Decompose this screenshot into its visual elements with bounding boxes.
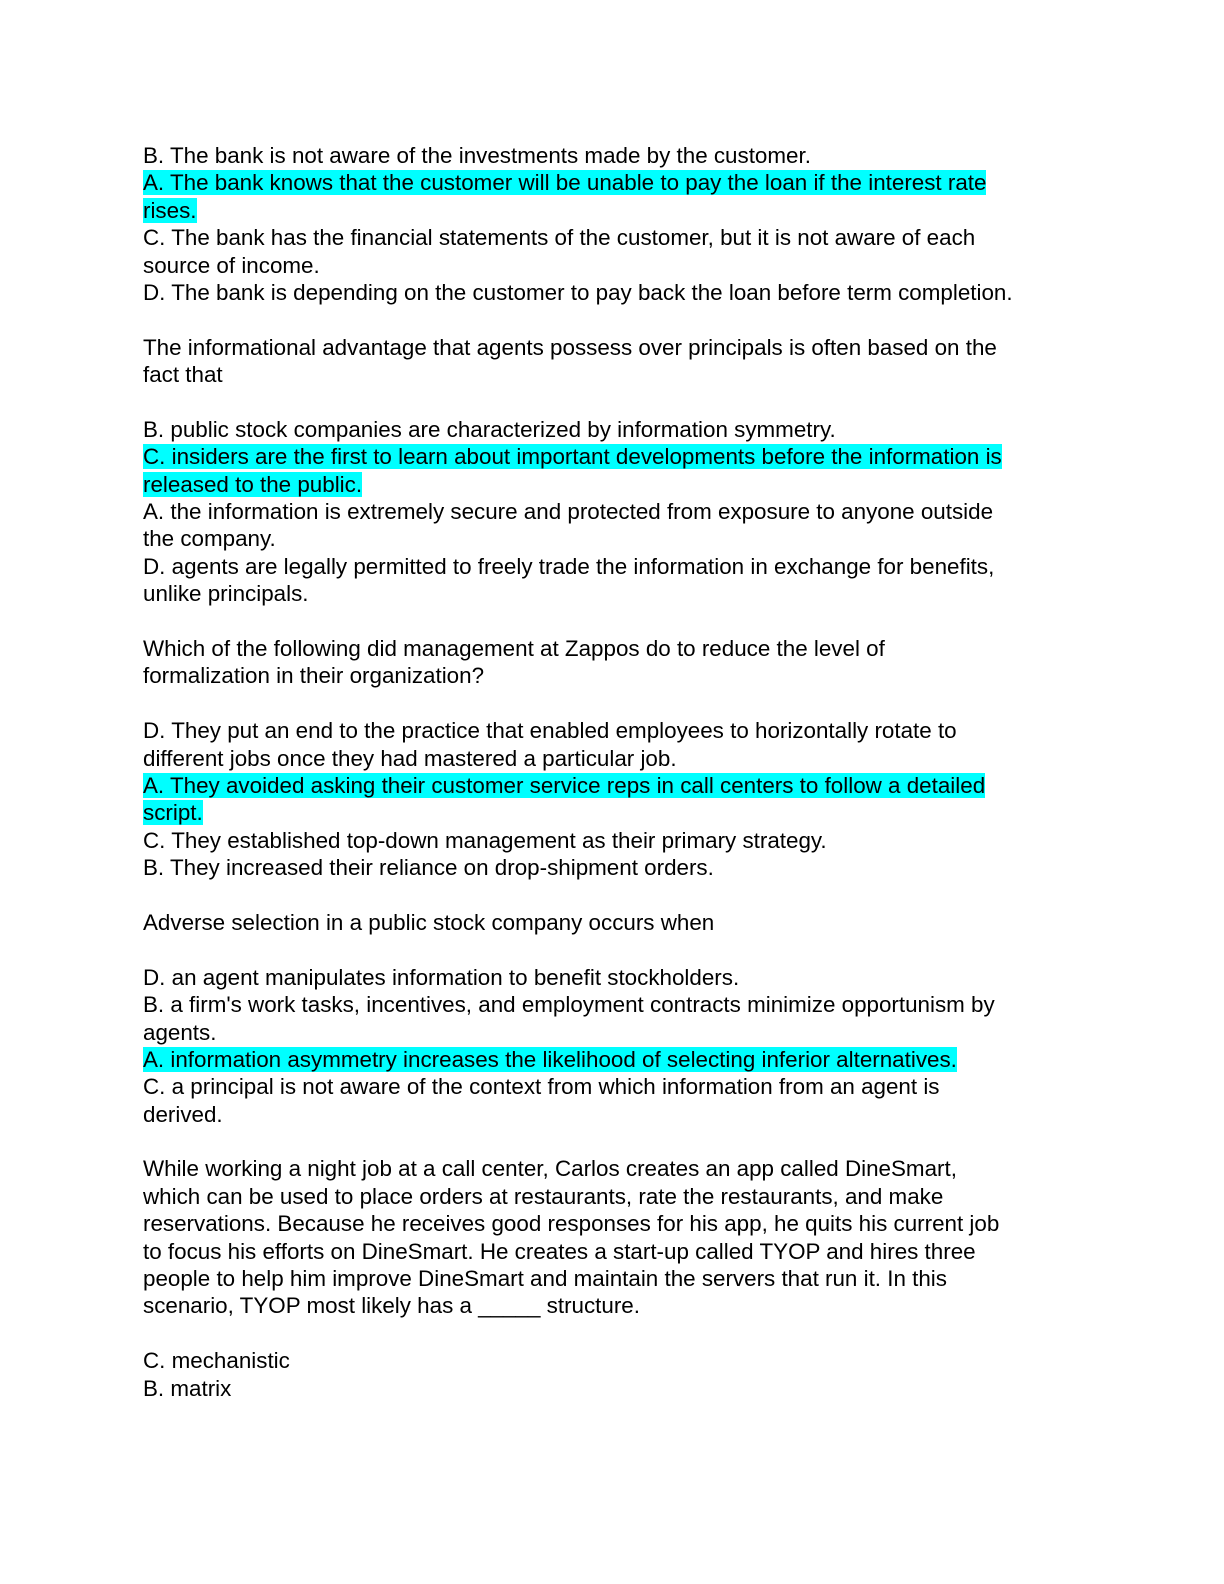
option-line: C. The bank has the financial statements of the customer, but it is not aware of each — [143, 225, 976, 251]
question-line: Adverse selection in a public stock company occurs when — [143, 909, 715, 935]
option-line: B. The bank is not aware of the investments made by the customer. — [143, 143, 811, 168]
spacer — [143, 882, 1078, 909]
option-line: the company. — [143, 526, 276, 552]
option-line: B. public stock companies are characterized by information symmetry. — [143, 416, 836, 442]
question-line: The informational advantage that agents possess over principals is often based on the — [143, 334, 997, 360]
option-line: D. The bank is depending on the customer to pay back the loan before term completion. — [143, 279, 1013, 305]
question-line: fact that — [143, 362, 223, 388]
answer-option — [143, 416, 1078, 443]
highlighted-line: script. — [143, 800, 203, 826]
answer-option — [143, 827, 1078, 854]
document-page — [143, 142, 1078, 1402]
answer-option — [143, 224, 1078, 279]
option-line: B. matrix — [143, 1375, 232, 1401]
option-line: source of income. — [143, 252, 320, 278]
answer-option — [143, 553, 1078, 608]
question-text — [143, 334, 1078, 389]
highlighted-line: A. They avoided asking their customer service reps in call centers to follow a detailed — [143, 772, 986, 798]
option-line: C. They established top-down management as their primary strategy. — [143, 827, 827, 853]
answer-option — [143, 717, 1078, 772]
option-line: different jobs once they had mastered a particular job. — [143, 745, 677, 771]
highlighted-line: A. The bank knows that the customer will be unable to pay the loan if the interest rate — [143, 170, 987, 196]
question-line: While working a night job at a call center, Carlos creates an app called DineSmart, — [143, 1156, 957, 1182]
question-block-3 — [143, 635, 1078, 882]
spacer — [143, 1320, 1078, 1347]
option-line: B. a firm's work tasks, incentives, and employment contracts minimize opportunism by — [143, 992, 995, 1018]
spacer — [143, 389, 1078, 416]
highlighted-line: A. information asymmetry increases the likelihood of selecting inferior alternatives. — [143, 1046, 957, 1072]
spacer — [143, 608, 1078, 635]
answer-option-highlighted — [143, 169, 1078, 224]
option-line: D. an agent manipulates information to benefit stockholders. — [143, 964, 740, 990]
option-line: derived. — [143, 1101, 223, 1127]
option-line: C. a principal is not aware of the context from which information from an agent is — [143, 1074, 940, 1100]
option-line: C. mechanistic — [143, 1348, 290, 1374]
question-text — [143, 909, 1078, 936]
answer-option — [143, 142, 1078, 169]
answer-option — [143, 964, 1078, 991]
answer-option — [143, 1073, 1078, 1128]
spacer — [143, 690, 1078, 717]
highlighted-line: released to the public. — [143, 471, 363, 497]
answer-option — [143, 991, 1078, 1046]
answer-option — [143, 854, 1078, 881]
question-line: which can be used to place orders at restaurants, rate the restaurants, and make — [143, 1183, 944, 1209]
highlighted-line: C. insiders are the first to learn about important developments before the information is — [143, 444, 1002, 470]
option-line: agents. — [143, 1019, 217, 1045]
answer-option — [143, 1375, 1078, 1402]
question-block-1 — [143, 142, 1078, 306]
question-line: reservations. Because he receives good responses for his app, he quits his current job — [143, 1211, 1000, 1237]
question-text — [143, 1155, 1078, 1319]
answer-option — [143, 1347, 1078, 1374]
answer-option-highlighted — [143, 443, 1078, 498]
answer-option — [143, 498, 1078, 553]
question-line: people to help him improve DineSmart and maintain the servers that run it. In this — [143, 1266, 947, 1292]
question-block-5 — [143, 1155, 1078, 1402]
answer-option-highlighted — [143, 1046, 1078, 1073]
question-line: to focus his efforts on DineSmart. He creates a start-up called TYOP and hires three — [143, 1238, 976, 1264]
answer-option — [143, 279, 1078, 306]
highlighted-line: rises. — [143, 197, 197, 223]
question-block-4 — [143, 909, 1078, 1128]
spacer — [143, 936, 1078, 963]
option-line: B. They increased their reliance on drop-shipment orders. — [143, 855, 714, 881]
question-line: scenario, TYOP most likely has a _____ structure. — [143, 1293, 640, 1319]
question-text — [143, 635, 1078, 690]
spacer — [143, 1128, 1078, 1155]
question-line: Which of the following did management at Zappos do to reduce the level of — [143, 636, 885, 662]
answer-option-highlighted — [143, 772, 1078, 827]
option-line: A. the information is extremely secure and protected from exposure to anyone outside — [143, 499, 994, 525]
question-line: formalization in their organization? — [143, 663, 485, 689]
question-block-2 — [143, 334, 1078, 608]
option-line: D. agents are legally permitted to freely trade the information in exchange for benefits, — [143, 553, 995, 579]
option-line: unlike principals. — [143, 581, 309, 607]
option-line: D. They put an end to the practice that enabled employees to horizontally rotate to — [143, 718, 957, 744]
spacer — [143, 306, 1078, 333]
